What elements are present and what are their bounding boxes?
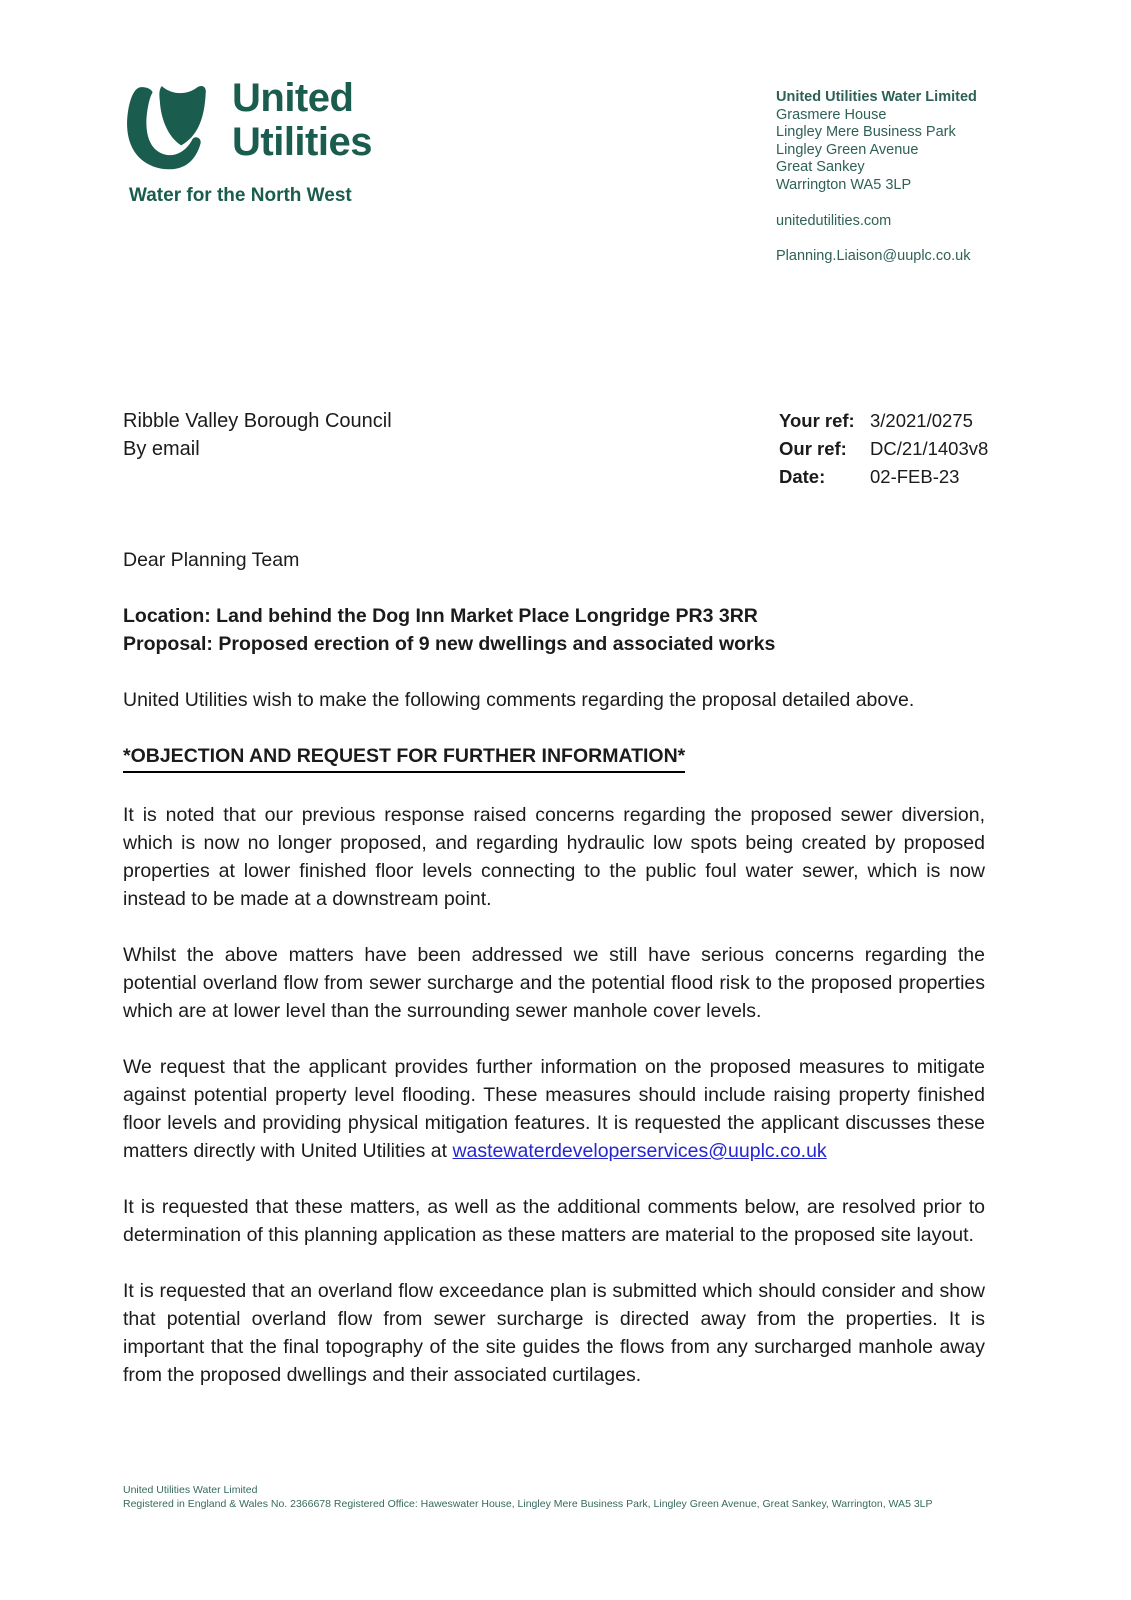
logo-block [120, 76, 372, 174]
date-value: 02-FEB-23 [870, 466, 960, 487]
sender-address-line: Great Sankey [776, 159, 865, 176]
sender-address-line: Warrington WA5 3LP [776, 176, 912, 193]
subject-block [123, 602, 985, 658]
registered-office-footer [123, 1484, 933, 1511]
united-utilities-logo-icon [120, 84, 222, 174]
your-ref-value: 3/2021/0275 [870, 410, 973, 431]
sender-address-line: Lingley Green Avenue [776, 141, 919, 158]
our-ref-label: Our ref: [779, 438, 847, 459]
our-ref-value: DC/21/1403v8 [870, 438, 989, 459]
sender-address-block [776, 89, 977, 266]
sender-address-line: Lingley Mere Business Park [776, 124, 956, 141]
recipient-block [123, 407, 392, 463]
body-paragraph [123, 1053, 985, 1165]
brand-wordmark [232, 76, 372, 164]
brand-tagline: Water for the North West [129, 185, 352, 206]
subject-location: Location: Land behind the Dog Inn Market Place Longridge PR3 3RR [123, 605, 758, 627]
subject-proposal: Proposal: Proposed erection of 9 new dwellings and associated works [123, 633, 776, 655]
salutation: Dear Planning Team [123, 549, 300, 571]
objection-heading-wrap [123, 742, 985, 773]
footer-registration: Registered in England & Wales No. 2366678 Registered Office: Haweswater House, Lingley Mere Business Park, Lingley Green Avenue, Great Sankey, Warrington, WA5 3LP [123, 1497, 933, 1510]
recipient-method: By email [123, 438, 200, 460]
body-paragraph: Whilst the above matters have been addressed we still have serious concerns regarding the potential overland flow from sewer surcharge and the potential flood risk to the proposed properties which are at lower level than the surrounding sewer manhole cover levels. [123, 944, 985, 1022]
sender-company: United Utilities Water Limited [776, 89, 977, 105]
references-block [779, 407, 988, 491]
body-paragraph: It is noted that our previous response raised concerns regarding the proposed sewer diversion, which is now no longer proposed, and regarding hydraulic low spots being created by proposed properties at lower finished floor levels connecting to the public foul water sewer, which is now instead to be made at a downstream point. [123, 804, 985, 910]
body-paragraph: It is requested that an overland flow exceedance plan is submitted which should consider and show that potential overland flow from sewer surcharge is directed away from the properties. It is important that the final topography of the site guides the flows from any surcharged manhole away from the proposed dwellings and their associated curtilages. [123, 1280, 985, 1386]
sender-email: Planning.Liaison@uuplc.co.uk [776, 248, 971, 265]
intro-line: United Utilities wish to make the following comments regarding the proposal detailed above. [123, 689, 915, 711]
body-paragraph: It is requested that these matters, as well as the additional comments below, are resolved prior to determination of this planning application as these matters are material to the proposed site layout. [123, 1196, 985, 1246]
sender-address-line: Grasmere House [776, 106, 887, 123]
letter-body [123, 546, 985, 1417]
brand-line2: Utilities [232, 120, 372, 164]
objection-heading: *OBJECTION AND REQUEST FOR FURTHER INFORMATION* [123, 742, 685, 773]
body-paragraph-text: We request that the applicant provides further information on the proposed measures to mitigate against potential property level flooding. These measures should include raising property finished floor levels and providing physical mitigation features. It is requested the applicant discusses these matters directly with United Utilities at [123, 1056, 985, 1162]
sender-website: unitedutilities.com [776, 212, 892, 229]
brand-line1: United [232, 76, 354, 120]
recipient-name: Ribble Valley Borough Council [123, 410, 392, 432]
date-label: Date: [779, 466, 826, 487]
wastewater-email-link[interactable]: wastewaterdeveloperservices@uuplc.co.uk [452, 1140, 827, 1162]
footer-company: United Utilities Water Limited [123, 1484, 258, 1496]
your-ref-label: Your ref: [779, 410, 855, 431]
